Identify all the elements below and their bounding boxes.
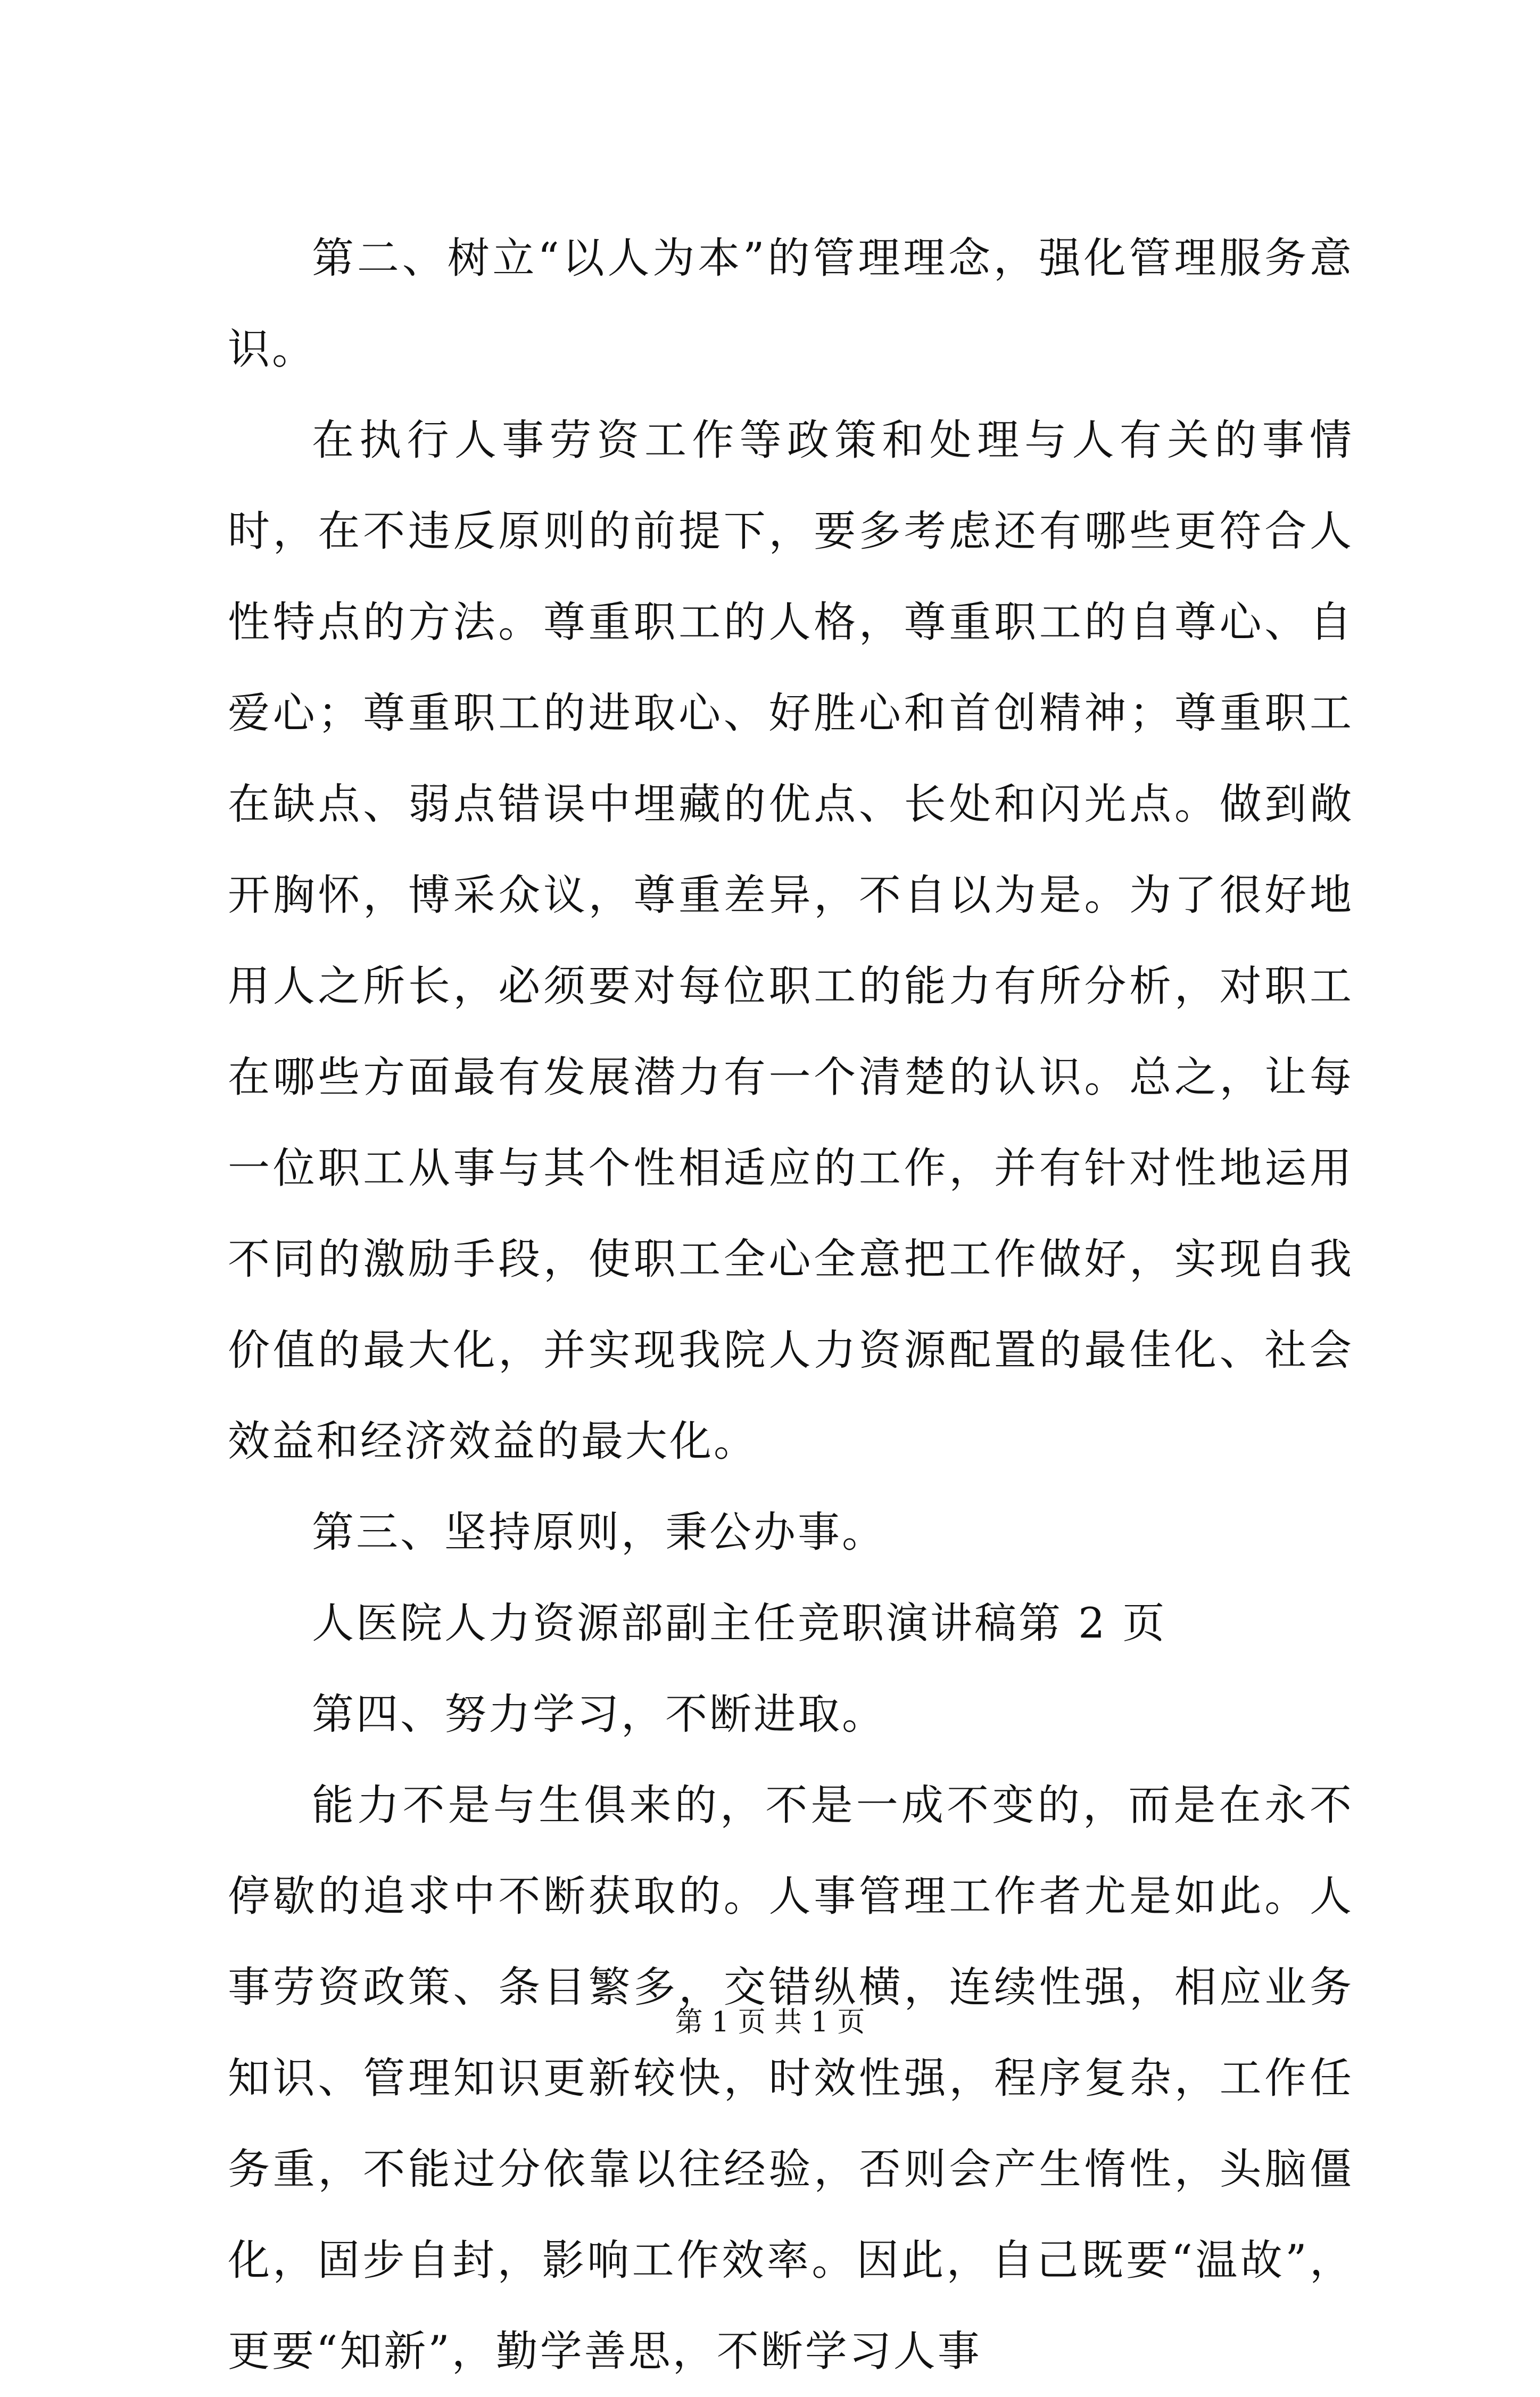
paragraph-people-oriented: 在执行人事劳资工作等政策和处理与人有关的事情时，在不违反原则的前提下，要多考虑还有哪些更符合人性特点的方法。尊重职工的人格，尊重职工的自尊心、自爱心；尊重职工的进取心、好胜心和首创精神；尊重职工在缺点、弱点错误中埋藏的优点、长处和闪光点。做到敞开胸怀，博采众议，尊重差异，不自以为是。为了很好地用人之所长，必须要对每位职工的能力有所分析，对职工在哪些方面最有发展潜力有一个清楚的认识。总之，让每一位职工从事与其个性相适应的工作，并有针对性地运用不同的激励手段，使职工全心全意把工作做好，实现自我价值的最大化，并实现我院人力资源配置的最佳化、社会效益和经济效益的最大化。	[228, 416, 1354, 1466]
heading-third-point: 第三、坚持原则，秉公办事。	[312, 1508, 886, 1557]
inline-page-title: 人医院人力资源部副主任竞职演讲稿第 2 页	[312, 1599, 1167, 1648]
document-body	[228, 213, 1354, 2397]
paragraph-keep-learning: 能力不是与生俱来的，不是一成不变的，而是在永不停歇的追求中不断获取的。人事管理工作者尤是如此。人事劳资政策、条目繁多，交错纵横，连续性强，相应业务知识、管理知识更新较快，时效性强，程序复杂，工作任务重，不能过分依靠以往经验，否则会产生惰性，头脑僵化，固步自封，影响工作效率。因此，自己既要“温故”，更要“知新”，勤学善思，不断学习人事	[228, 1781, 1354, 2376]
heading-second-point: 第二、树立“以人为本”的管理理念，强化管理服务意识。	[228, 234, 1354, 374]
heading-fourth-point: 第四、努力学习，不断进取。	[312, 1690, 886, 1739]
page-footer: 第 1 页 共 1 页	[675, 2006, 865, 2038]
